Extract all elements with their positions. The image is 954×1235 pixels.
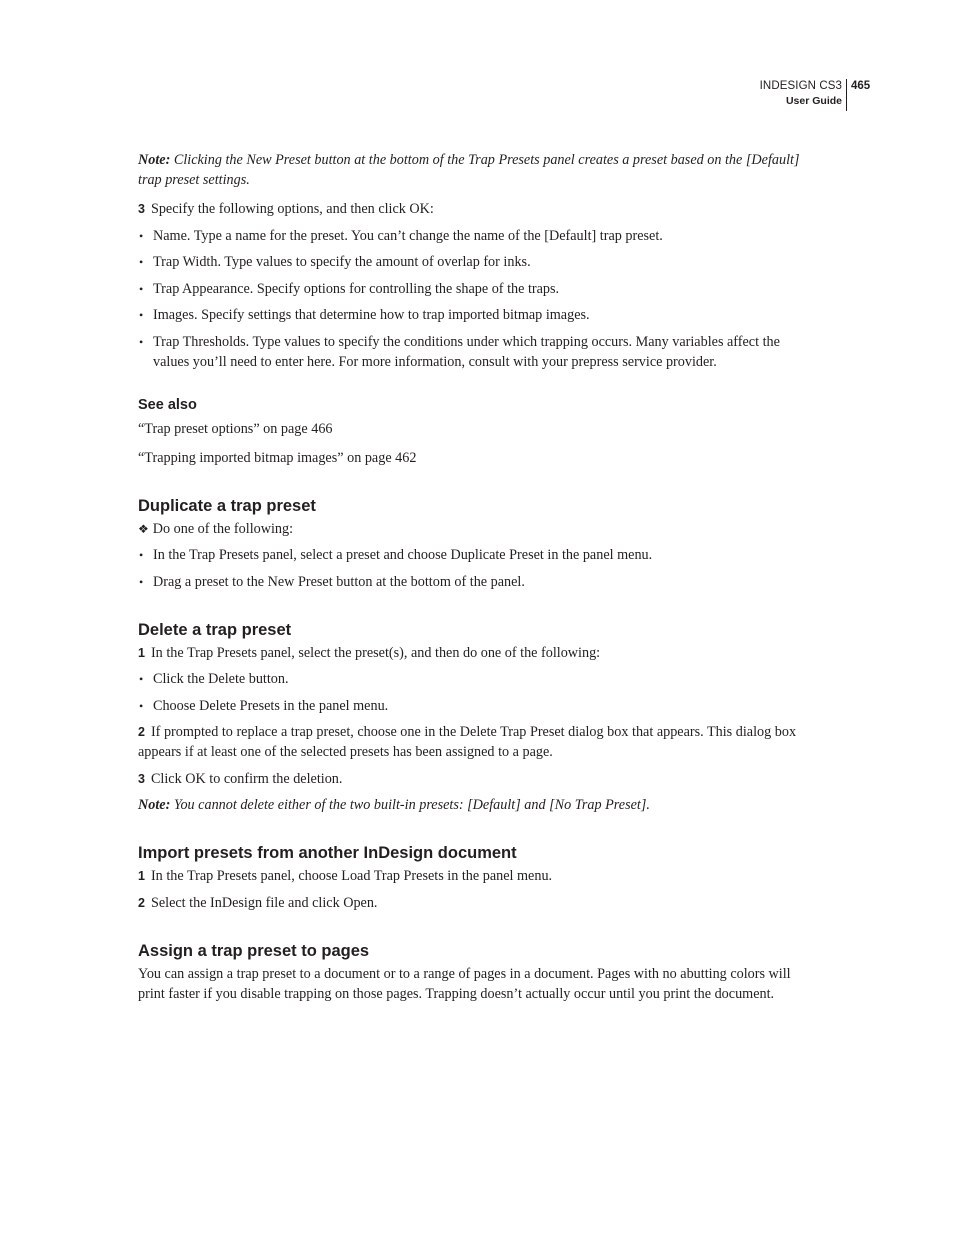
list-item: • Drag a preset to the New Preset button at the bottom of the panel. <box>139 573 525 590</box>
bullet-icon: • <box>139 672 144 686</box>
import-step-2: 2 Select the InDesign file and click Open. <box>138 894 378 911</box>
bullet-icon: • <box>139 334 144 349</box>
note-text: Clicking the New Preset button at the bottom of the Trap Presets panel creates a preset based on the [Default] trap preset settings. <box>138 152 800 188</box>
list-item: • Trap Width. Type values to specify the amount of overlap for inks. <box>139 254 531 270</box>
note-label: Note: <box>138 152 171 168</box>
header-product: INDESIGN CS3 <box>759 80 842 92</box>
step-text: Specify the following options, and then click OK: <box>150 201 434 217</box>
list-item: • Images. Specify settings that determine how to trap imported bitmap images. <box>139 307 590 323</box>
step-number: 1 <box>138 869 145 883</box>
duplicate-lead: ❖ Do one of the following: <box>138 520 294 537</box>
page-content <box>138 150 818 1004</box>
see-also-link[interactable]: “Trapping imported bitmap images” on page 462 <box>138 449 417 466</box>
import-step-1: 1 In the Trap Presets panel, choose Load Trap Presets in the panel menu. <box>138 868 553 884</box>
note-label: Note: <box>138 797 171 813</box>
list-item: • Trap Appearance. Specify options for controlling the shape of the traps. <box>139 280 560 297</box>
step-number: 3 <box>138 202 145 216</box>
step-number: 2 <box>138 895 145 910</box>
list-item: • Name. Type a name for the preset. You can’t change the name of the [Default] trap preset. <box>139 227 663 244</box>
see-also-link[interactable]: “Trap preset options” on page 466 <box>138 420 333 437</box>
delete-step-3: 3 Click OK to confirm the deletion. <box>138 770 343 787</box>
assign-body: You can assign a trap preset to a document or to a range of pages in a document. Pages with no abutting colors will print faster if you disable trapping on those pages. Trapping doesn’t actually occur until you print the document. <box>138 965 791 1002</box>
step-number: 2 <box>138 725 145 739</box>
page-number: 465 <box>851 80 871 92</box>
list-item: • Click the Delete button. <box>139 671 289 687</box>
bullet-icon: • <box>139 548 144 562</box>
step-3-options <box>138 199 818 219</box>
bullet-icon: • <box>139 228 144 243</box>
intro-note <box>138 150 818 190</box>
delete-note <box>138 795 818 815</box>
bullet-icon: • <box>139 698 144 713</box>
header-divider <box>846 79 847 111</box>
list-item: • Choose Delete Presets in the panel menu. <box>139 697 389 714</box>
list-item: • Trap Thresholds. Type values to specify the conditions under which trapping occurs. Many variables affect the values you’ll need to enter here. For more information, consult with your prepress service provider. <box>139 333 780 370</box>
bullet-icon: • <box>139 574 144 589</box>
import-heading: Import presets from another InDesign document <box>138 844 517 862</box>
delete-step-2: 2 If prompted to replace a trap preset, choose one in the Delete Trap Preset dialog box that appears. This dialog box appears if at least one of the selected presets has been assigned to a page. <box>138 724 797 760</box>
step-number: 1 <box>138 645 145 660</box>
header-guide: User Guide <box>785 95 842 107</box>
delete-list <box>138 669 818 716</box>
duplicate-heading: Duplicate a trap preset <box>138 496 316 515</box>
diamond-icon: ❖ <box>138 521 149 536</box>
list-item: • In the Trap Presets panel, select a preset and choose Duplicate Preset in the panel menu. <box>139 547 653 563</box>
running-header <box>760 79 842 109</box>
note-text: You cannot delete either of the two built-in presets: [Default] and [No Trap Preset]. <box>170 797 650 813</box>
bullet-icon: • <box>139 308 144 322</box>
assign-heading: Assign a trap preset to pages <box>138 941 370 960</box>
step-number: 3 <box>138 771 145 786</box>
see-also-heading: See also <box>138 396 197 413</box>
options-list <box>138 226 818 372</box>
bullet-icon: • <box>139 255 144 269</box>
bullet-icon: • <box>139 281 144 296</box>
duplicate-list <box>138 545 818 592</box>
delete-heading: Delete a trap preset <box>138 620 292 639</box>
delete-step-1: 1 In the Trap Presets panel, select the preset(s), and then do one of the following: <box>138 644 601 661</box>
